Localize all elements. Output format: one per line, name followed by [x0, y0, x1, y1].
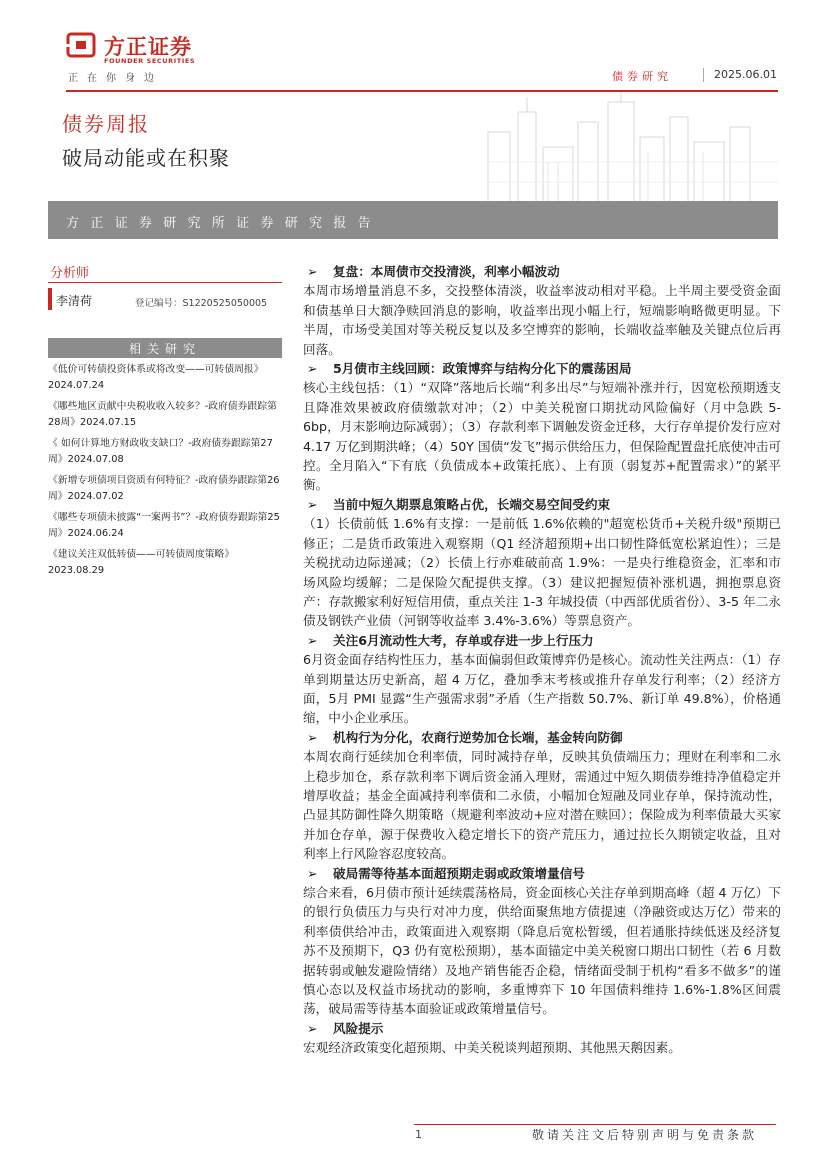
section-heading: ➢ 关注6月流动性大考，存单或存进一步上行压力	[303, 631, 781, 650]
related-research-item[interactable]: 《低价可转债投资体系或将改变——可转债周报》2024.07.24	[48, 364, 264, 391]
founder-logo-icon	[66, 30, 96, 60]
report-title: 破局动能或在积聚	[62, 146, 230, 170]
related-research-heading: 相关研究	[128, 342, 201, 356]
analyst-accent-bar	[48, 288, 52, 310]
section-body: 本周农商行延续加仓利率债，同时减持存单，反映其负债端压力；理财在利率和二永上稳步加仓，系存款利率下调后资金涌入理财，需通过中短久期债券维持净值稳定并增厚收益；基金全面减持利率债和二永债，小幅加仓短融及同业存单，保持流动性，凸显其防御性降久期策略（规避利率波动+应对潜在赎回）；保险成为利率债最大买家并加仓存单，源于保费收入稳定增长下的资产荒压力，通过拉长久期锁定收益，且对利率上行风险容忍度较高。	[303, 749, 781, 862]
related-research-item[interactable]: 《 如何计算地方财政收支缺口？-政府债券跟踪第27周》2024.07.08	[48, 438, 273, 465]
header-separator	[703, 68, 704, 82]
arrow-bullet-icon: ➢	[307, 729, 318, 745]
section-body: 6月资金面存结构性压力，基本面偏弱但政策博弈仍是核心。流动性关注两点：（1）存单到期量达历史新高，超 4 万亿，叠加季末考核或推升存单发行利率；（2）经济方面，5月 PMI 显露“生产强需求弱”矛盾（生产指数 50.7%、新订单 49.8%），价格通缩，中小企业承压。	[303, 652, 781, 726]
section-heading: ➢ 复盘：本周债市交投清淡，利率小幅波动	[303, 262, 781, 281]
section-heading: ➢ 机构行为分化，农商行逆势加仓长端，基金转向防御	[303, 728, 781, 747]
analyst-divider	[48, 282, 282, 283]
analyst-registration: 登记编号：S1220525050005	[135, 298, 268, 309]
arrow-bullet-icon: ➢	[307, 1020, 318, 1036]
section-heading: ➢ 风险提示	[303, 1019, 781, 1038]
arrow-bullet-icon: ➢	[307, 264, 318, 279]
section-heading: ➢ 当前中短久期票息策略占优，长端交易空间受约束	[303, 495, 781, 514]
section-body: 本周市场增量消息不多，交投整体清淡，收益率波动相对平稳。上半周主要受资金面和债基单日大额净赎回消息的影响，收益率出现小幅上行，短端影响略微更明显。下半周，市场受美国对等关税反复以及多空博弈的影响，长端收益率触及关键点位后再回落。	[303, 283, 781, 357]
company-name-en: FOUNDER SECURITIES	[104, 57, 196, 65]
section-heading: ➢ 破局需等待基本面超预期走弱或政策增量信号	[303, 864, 781, 883]
related-research-item[interactable]: 《建议关注双低转债——可转债周度策略》2023.08.29	[48, 549, 235, 576]
report-category: 债券研究	[612, 70, 672, 83]
slogan: 正在你身边	[68, 73, 163, 84]
section-body: 宏观经济政策变化超预期、中美关税谈判超预期、其他黑天鹅因素。	[303, 1040, 681, 1056]
arrow-bullet-icon: ➢	[307, 865, 318, 881]
arrow-bullet-icon: ➢	[307, 361, 318, 377]
analyst-heading: 分析师	[50, 266, 90, 281]
section-body: 综合来看，6月债市预计延续震荡格局，资金面核心关注存单到期高峰（超 4 万亿）下的银行负债压力与央行对冲力度，供给面聚焦地方债提速（净融资或达万亿）带来的利率债供给冲击，政策面进入观察期（降息后宽松暂缓，但若通胀持续低迷及经济复苏不及预期下，Q3 仍有宽松预期），基本面锚定中美关税窗口期出口韧性（若 6 月数据转弱或触发避险情绪）及地产销售能否企稳，情绪面受制于机构“看多不做多”的谨慎心态以及权益市场扰动的影响，多重博弈下 10 年国债料维持 1.6%-1.8%区间震荡，破局需等待基本面验证或政策增量信号。	[303, 885, 781, 1017]
footer-disclaimer: 敬请关注文后特别声明与免责条款	[532, 1128, 758, 1142]
section-body: 核心主线包括：（1）“双降”落地后长端“利多出尽”与短端补涨并行，因宽松预期透支且降准效果被政府债缴款对冲；（2）中美关税窗口期扰动风险偏好（月中急跌 5-6bp，月末影响边际减弱）；（3）存款利率下调触发资金迁移，大行存单提价发行应对 4.17 万亿到期洪峰；（4）50Y 国债“发飞”揭示供给压力，但保险配置盘托底使冲击可控。全月陷入“下有底（负债成本+政策托底）、上有顶（弱复苏+配置需求）”的紧平衡。	[303, 380, 781, 493]
arrow-bullet-icon: ➢	[307, 632, 318, 648]
arrow-bullet-icon: ➢	[307, 496, 318, 512]
related-research-item[interactable]: 《新增专项债项目资质有何特征？-政府债券跟踪第26周》2024.07.02	[48, 475, 280, 502]
analyst-name: 李清荷	[56, 294, 93, 308]
company-name-cn: 方正证券	[104, 35, 192, 59]
report-summary	[303, 262, 781, 1058]
footer-divider	[414, 1124, 776, 1125]
related-research-list	[48, 362, 286, 584]
report-type: 债券周报	[62, 112, 150, 136]
page-number: 1	[415, 1128, 422, 1141]
related-research-item[interactable]: 《哪些专项债未披露“一案两书”？-政府债券跟踪第25周》2024.06.24	[48, 512, 280, 539]
report-date: 2025.06.01	[714, 68, 777, 81]
section-body: （1）长债前低 1.6%有支撑：一是前低 1.6%依赖的"超宽松货币+关税升级"预期已修正；二是货币政策进入观察期（Q1 经济超预期+出口韧性降低宽松紧迫性）；三是关税扰动边际递减；（2）长债上行亦难破前高 1.9%：一是央行维稳资金，汇率和市场风险均缓解；二是保险欠配提供支撑。（3）建议把握短债补涨机遇，拥抱票息资产：存款搬家利好短信用债，重点关注 1-3 年城投债（中西部优质省份）、3-5 年二永债及钢铁产业债（河钢等收益率 3.4%-3.6%）等票息资产。	[303, 516, 781, 629]
section-heading: ➢ 5月债市主线回顾：政策博弈与结构分化下的震荡困局	[303, 359, 781, 378]
institute-label: 方正证券研究所证券研究报告	[66, 216, 382, 231]
related-research-item[interactable]: 《哪些地区贡献中央税收收入较多？-政府债券跟踪第28周》2024.07.15	[48, 401, 277, 428]
